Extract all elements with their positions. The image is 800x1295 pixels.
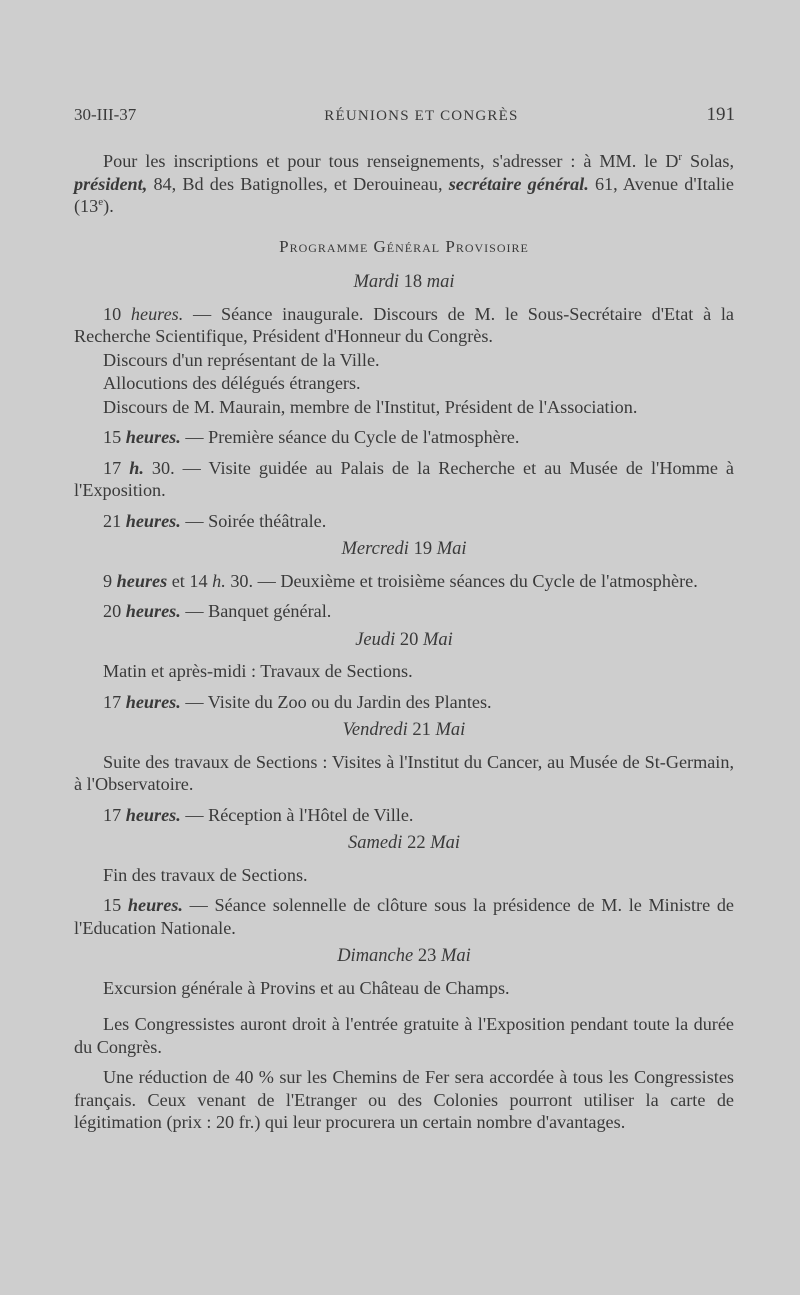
- program-entry: 17 heures. — Visite du Zoo ou du Jardin des Plantes.: [103, 691, 492, 712]
- day-heading-mardi: Mardi 18 mai: [353, 272, 455, 292]
- page-number: 191: [706, 104, 735, 125]
- program-entry: 15 heures. — Première séance du Cycle de l'atmosphère.: [103, 427, 520, 447]
- program-entry: Excursion générale à Provins et au Château de Champs.: [103, 977, 510, 998]
- intro-paragraph: Pour les inscriptions et pour tous renseignements, s'adresser : à MM. le $D^r$ Solas, président, 84, Bd des Batignolles, et Derouineau, secrétaire général. 61, Avenue d'Italie (13e).: [74, 150, 735, 216]
- closing-paragraph-railway: Une réduction de 40 % sur les Chemins de Fer sera accordée à tous les Congressistes français. Ceux venant de l'Etranger ou des Colonies pourront utiliser la carte de légitimation (prix : 20 fr.) qui leur procurera un certain nombre d'avantages.: [74, 1067, 734, 1132]
- day-heading-dimanche: Dimanche 23 Mai: [337, 946, 471, 966]
- day-heading-samedi: Samedi 22 Mai: [347, 833, 461, 853]
- program-entry: 17 h. 30. — Visite guidée au Palais de la Recherche et au Musée de l'Homme à l'Exposition.: [74, 457, 734, 500]
- program-entry: Discours de M. Maurain, membre de l'Institut, Président de l'Association.: [103, 396, 638, 417]
- closing-paragraph-entry: Les Congressistes auront droit à l'entrée gratuite à l'Exposition pendant toute la durée du Congrès.: [74, 1014, 734, 1057]
- header-title: RÉUNIONS ET CONGRÈS: [324, 108, 519, 124]
- program-entry: 10 heures. — Séance inaugurale. Discours de M. le Sous-Secrétaire d'Etat à la Recherche Scientifique, Président d'Honneur du Congrès.: [74, 303, 734, 346]
- program-entry: 21 heures. — Soirée théâtrale.: [103, 510, 327, 531]
- program-entry: Suite des travaux de Sections : Visites à l'Institut du Cancer, au Musée de St-Germain, à l'Observatoire.: [74, 751, 734, 794]
- day-heading-mercredi: Mercredi 19 Mai: [341, 539, 467, 559]
- program-entry: 20 heures. — Banquet général.: [103, 601, 332, 621]
- header-date: 30-III-37: [74, 105, 137, 124]
- day-heading-vendredi: Vendredi 21 Mai: [342, 720, 466, 740]
- program-entry: Matin et après-midi : Travaux de Sections.: [103, 661, 413, 681]
- day-heading-jeudi: Jeudi 20 Mai: [355, 629, 453, 650]
- program-entry: Discours d'un représentant de la Ville.: [103, 349, 380, 370]
- program-entry: Allocutions des délégués étrangers.: [103, 373, 361, 393]
- program-entry: 9 heures et 14 h. 30. — Deuxième et troisième séances du Cycle de l'atmosphère.: [103, 570, 698, 591]
- running-header: [74, 104, 735, 126]
- program-entry: 17 heures. — Réception à l'Hôtel de Ville.: [103, 804, 414, 825]
- program-entry: Fin des travaux de Sections.: [103, 864, 308, 885]
- page-body: [74, 150, 734, 1136]
- program-title: Programme Général Provisoire: [279, 236, 529, 256]
- program-entry: 15 heures. — Séance solennelle de clôture sous la présidence de M. le Ministre de l'Education Nationale.: [74, 895, 734, 938]
